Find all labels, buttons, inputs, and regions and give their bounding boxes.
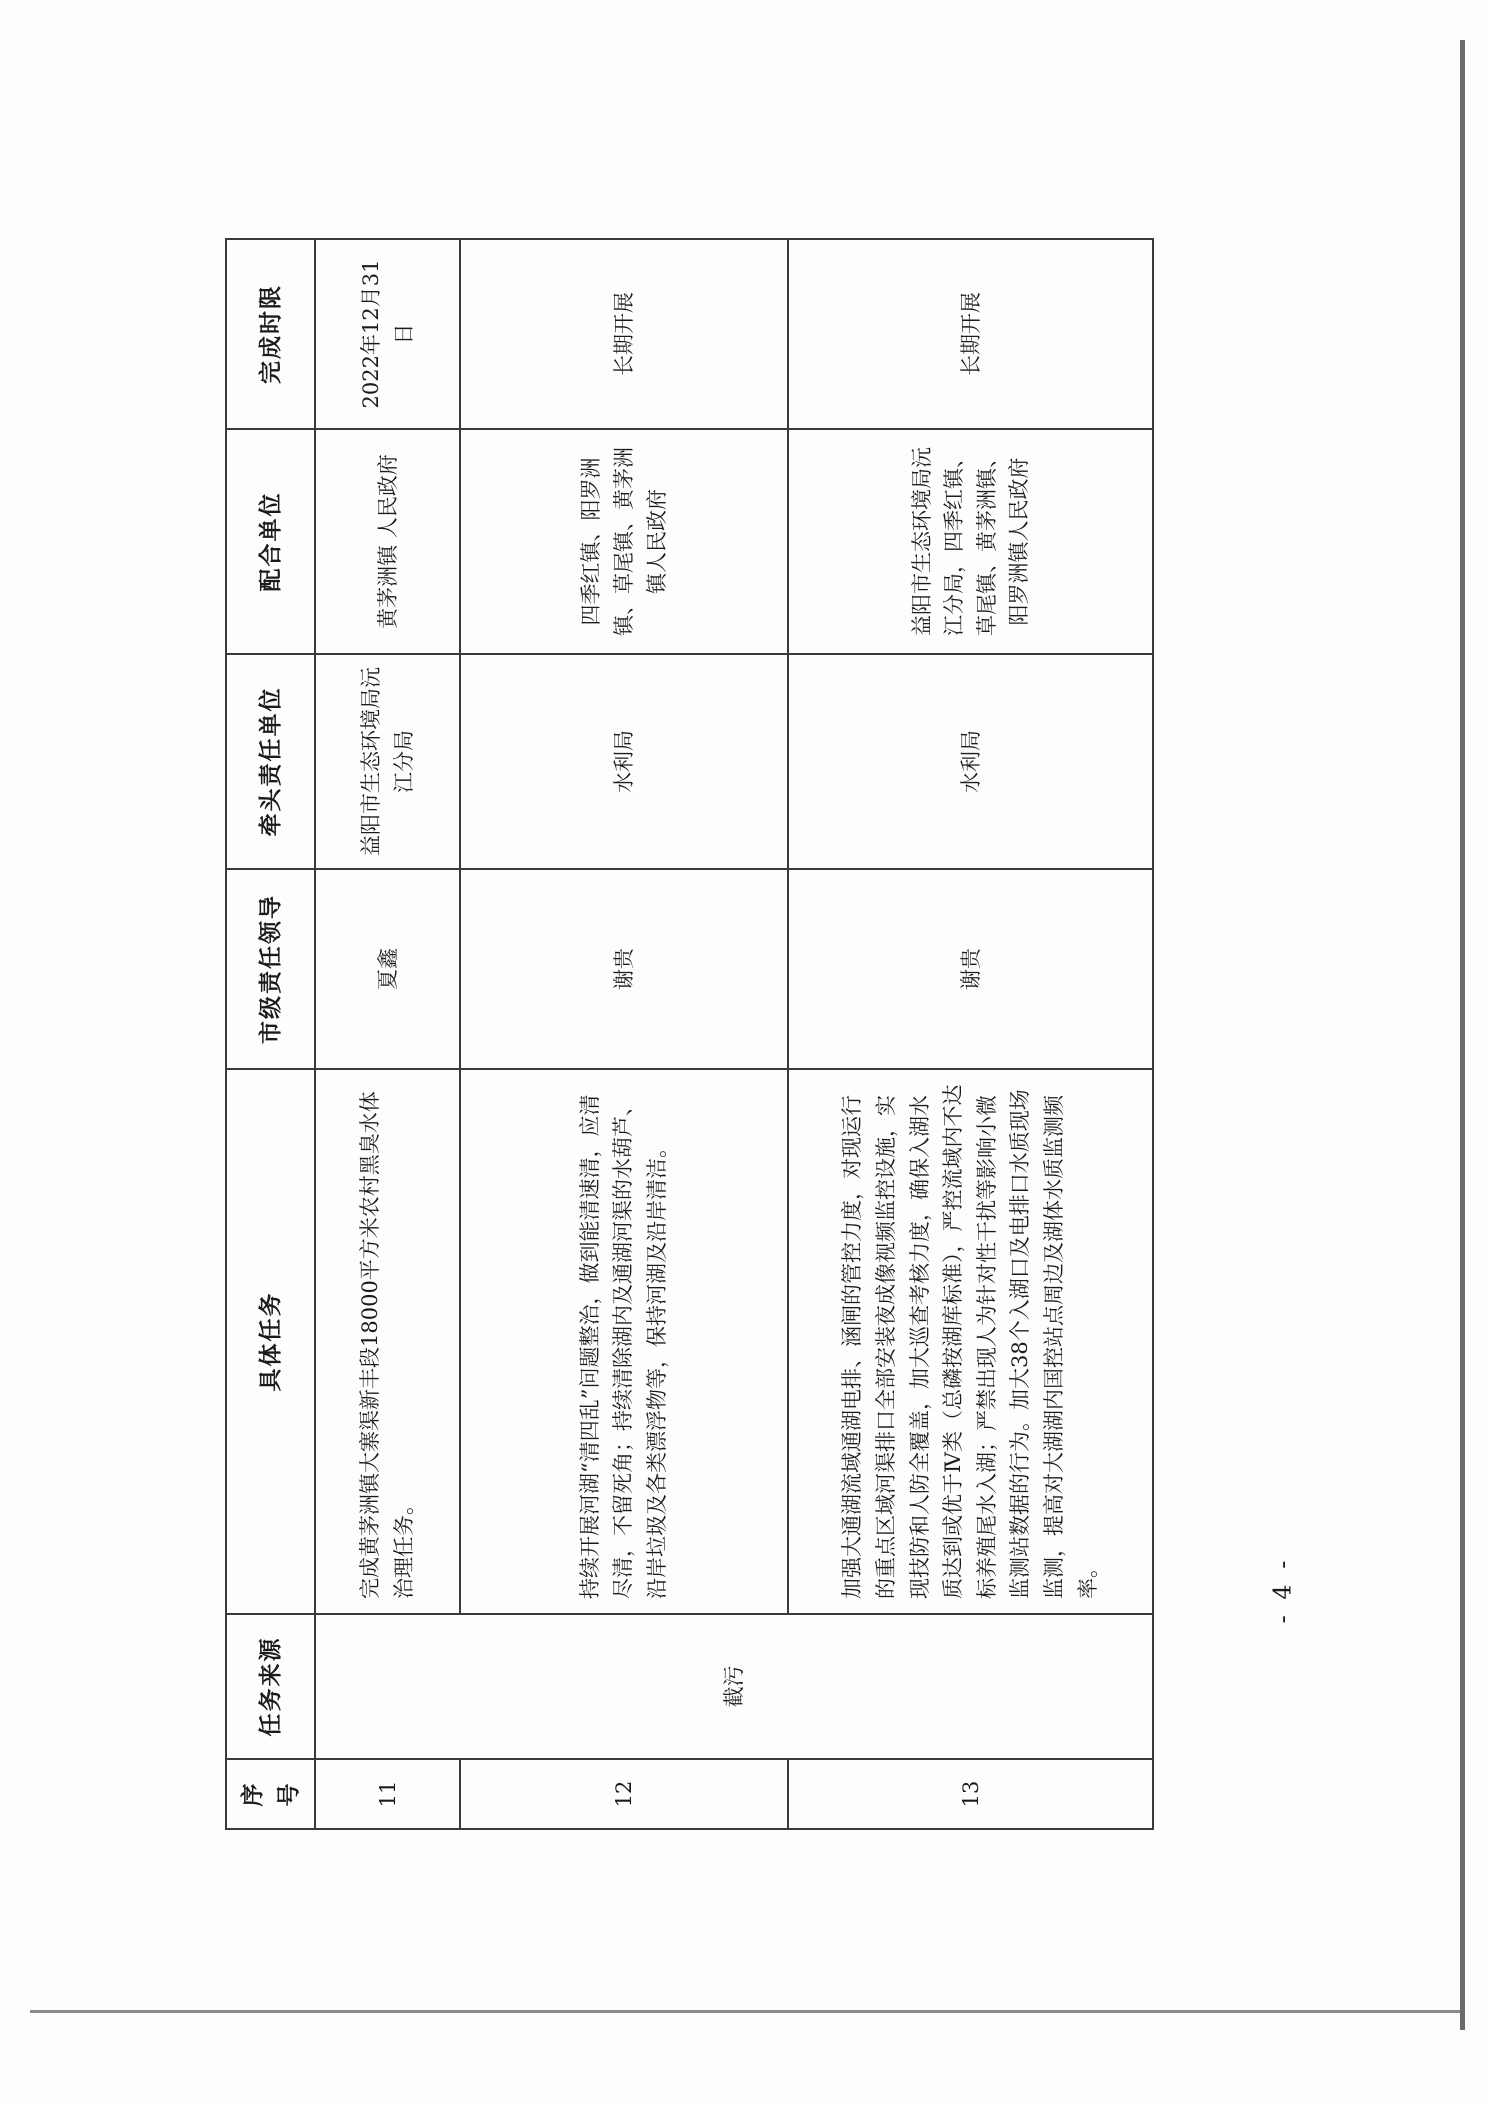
- cell-deadline: 2022年12月31日: [315, 239, 460, 429]
- rotated-table-container: [225, 240, 1125, 1830]
- cell-no: 12: [460, 1759, 788, 1829]
- cell-source: 截污: [315, 1614, 1153, 1759]
- task-table: [225, 238, 1154, 1830]
- cell-no: 11: [315, 1759, 460, 1829]
- cell-partners: 四季红镇、阳罗洲镇、草尾镇、黄茅洲镇人民政府: [460, 429, 788, 654]
- page-number: [1262, 1520, 1302, 1660]
- cell-deadline: 长期开展: [788, 239, 1153, 429]
- cell-leader: 谢贵: [460, 869, 788, 1069]
- scan-edge-bottom: [30, 2010, 1460, 2013]
- cell-no: 13: [788, 1759, 1153, 1829]
- header-deadline: 完成时限: [226, 239, 315, 429]
- table-header-row: [226, 239, 315, 1829]
- cell-lead-unit: 益阳市生态环境局沅江分局: [315, 654, 460, 869]
- scan-edge-right: [1460, 40, 1465, 2030]
- cell-partners: 益阳市生态环境局沅江分局，四季红镇、草尾镇、黄茅洲镇、阳罗洲镇人民政府: [788, 429, 1153, 654]
- table-row: [315, 239, 460, 1829]
- table-row: [460, 239, 788, 1829]
- header-partners: 配合单位: [226, 429, 315, 654]
- header-no: 序号: [226, 1759, 315, 1829]
- cell-lead-unit: 水利局: [460, 654, 788, 869]
- header-lead-unit: 牵头责任单位: [226, 654, 315, 869]
- cell-task: 加强大通湖流域通湖电排、涵闸的管控力度，对现运行的重点区域河渠排口全部安装夜成像视频监控设施，实现技防和人防全覆盖，加大巡查考核力度，确保入湖水质达到或优于Ⅳ类（总磷按湖库标准），严控流域内不达标养殖尾水入湖；严禁出现人为针对性干扰等影响小微监测站数据的行为。加大38个入湖口及电排口水质现场监测，提高对大湖湖内国控站点周边及湖体水质监测频率。: [788, 1069, 1153, 1614]
- cell-lead-unit: 水利局: [788, 654, 1153, 869]
- table-rotation-layer: [225, 240, 1125, 1830]
- cell-leader: 谢贵: [788, 869, 1153, 1069]
- table-row: [788, 239, 1153, 1829]
- cell-task: 持续开展河湖“清四乱”问题整治，做到能清速清，应清尽清，不留死角；持续清除湖内及通湖河渠的水葫芦、沿岸垃圾及各类漂浮物等，保持河湖及沿岸清洁。: [460, 1069, 788, 1614]
- cell-leader: 夏鑫: [315, 869, 460, 1069]
- cell-deadline: 长期开展: [460, 239, 788, 429]
- cell-partners: 黄茅洲镇 人民政府: [315, 429, 460, 654]
- header-source: 任务来源: [226, 1614, 315, 1759]
- page-number-text: - 4 -: [1268, 1556, 1296, 1624]
- header-task: 具体任务: [226, 1069, 315, 1614]
- header-leader: 市级责任领导: [226, 869, 315, 1069]
- cell-task: 完成黄茅洲镇大寨渠新丰段18000平方米农村黑臭水体治理任务。: [315, 1069, 460, 1614]
